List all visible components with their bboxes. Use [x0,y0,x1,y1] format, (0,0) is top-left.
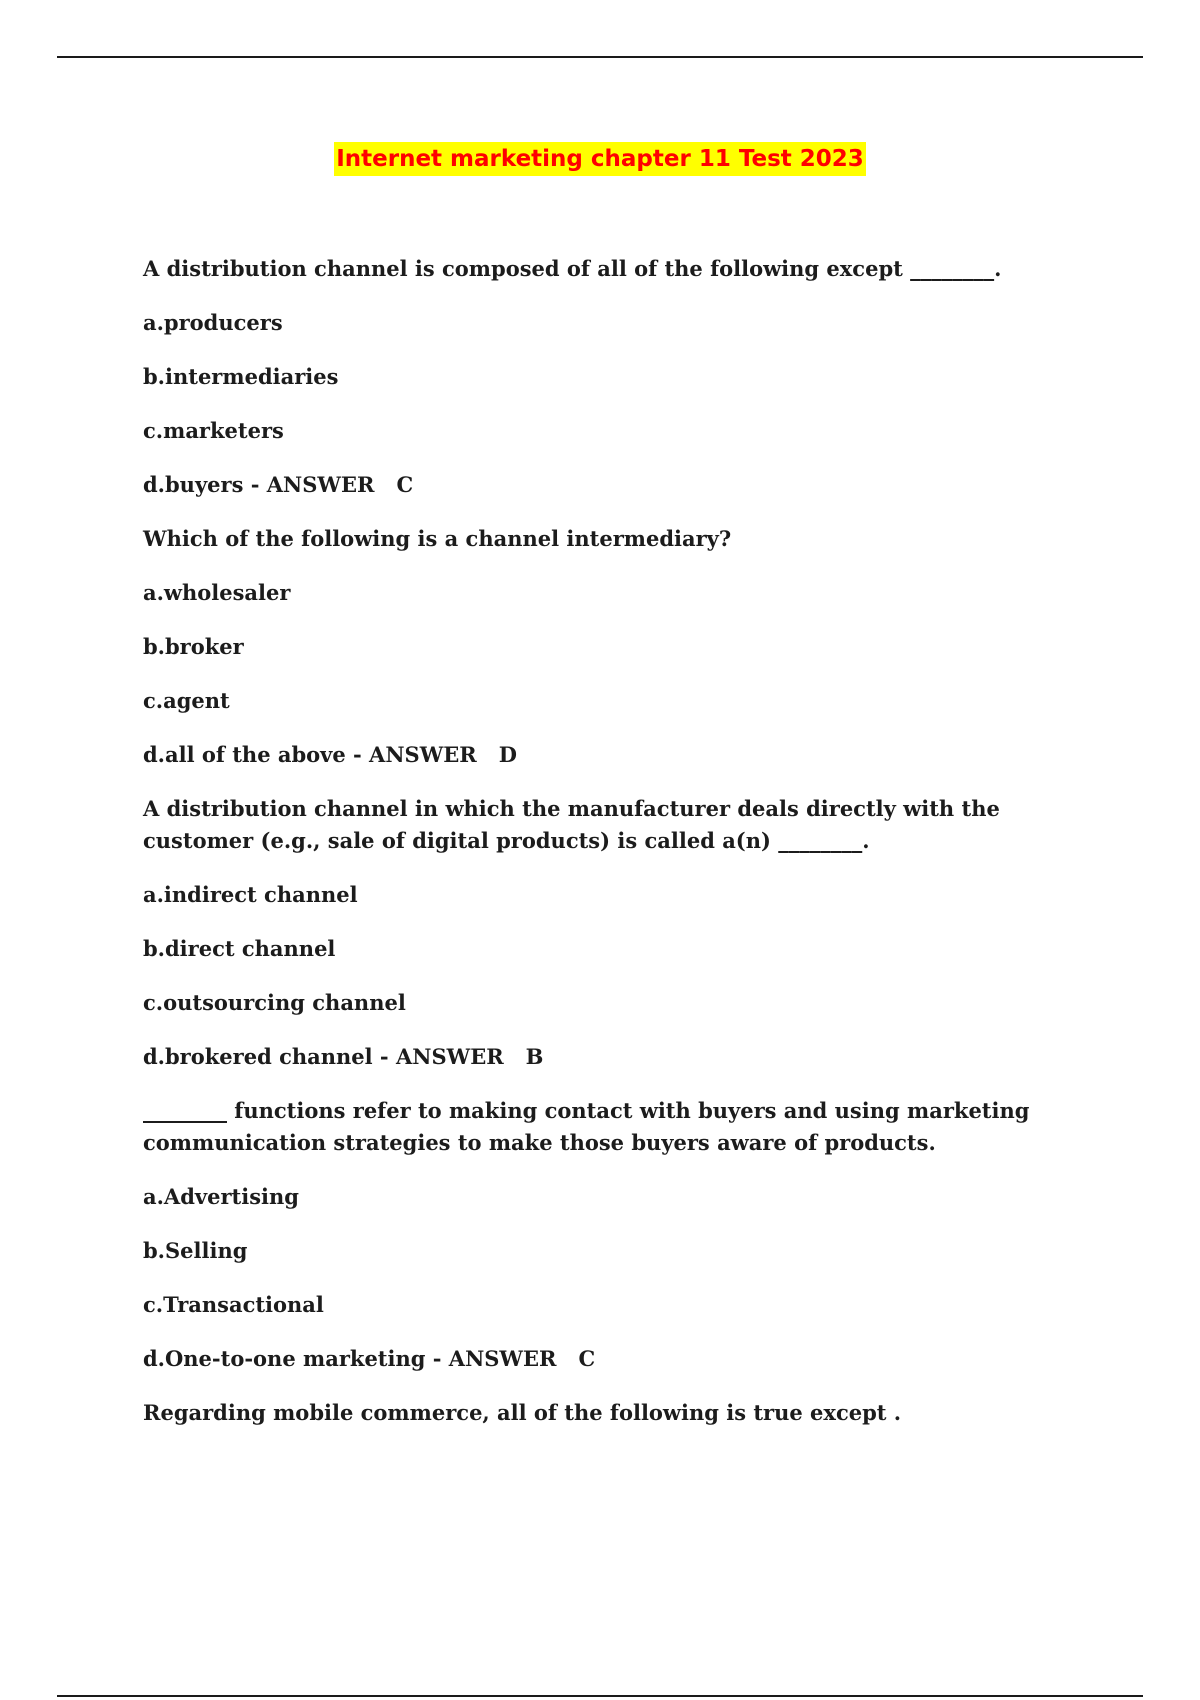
option-text: d.buyers - ANSWER [143,472,375,497]
option-1c: c.marketers [143,418,284,443]
option-2d-answer [143,739,1103,771]
answer-letter: C [396,472,414,497]
option-text: d.all of the above - ANSWER [143,742,477,767]
option-1b: b.intermediaries [143,364,339,389]
option-3c: c.outsourcing channel [143,990,406,1015]
option-2c: c.agent [143,688,230,713]
footer-rule [57,1695,1143,1697]
option-2b: b.broker [143,634,244,659]
header-rule [57,56,1143,58]
question-5: Regarding mobile commerce, all of the following is true except . [143,1400,902,1425]
option-3d-answer [143,1041,1103,1073]
question-4: ________ functions refer to making contact with buyers and using marketing communication strategies to make those buyers aware of products. [143,1098,1030,1155]
question-1: A distribution channel is composed of all of the following except ________. [143,256,1002,281]
option-1a: a.producers [143,310,283,335]
option-3b: b.direct channel [143,936,336,961]
answer-letter: C [578,1346,596,1371]
option-1d-answer [143,469,1103,501]
question-2: Which of the following is a channel intermediary? [143,526,732,551]
answer-letter: D [498,742,517,767]
answer-letter: B [525,1044,544,1069]
document-body [143,253,1103,1451]
title-container [0,142,1200,176]
question-3: A distribution channel in which the manufacturer deals directly with the customer (e.g., sale of digital products) is called a(n) ________. [143,796,1000,853]
option-4b: b.Selling [143,1238,248,1263]
option-4c: c.Transactional [143,1292,324,1317]
option-2a: a.wholesaler [143,580,291,605]
option-4a: a.Advertising [143,1184,299,1209]
option-text: d.One-to-one marketing - ANSWER [143,1346,557,1371]
option-3a: a.indirect channel [143,882,358,907]
page-title: Internet marketing chapter 11 Test 2023 [334,142,866,176]
option-4d-answer [143,1343,1103,1375]
option-text: d.brokered channel - ANSWER [143,1044,504,1069]
